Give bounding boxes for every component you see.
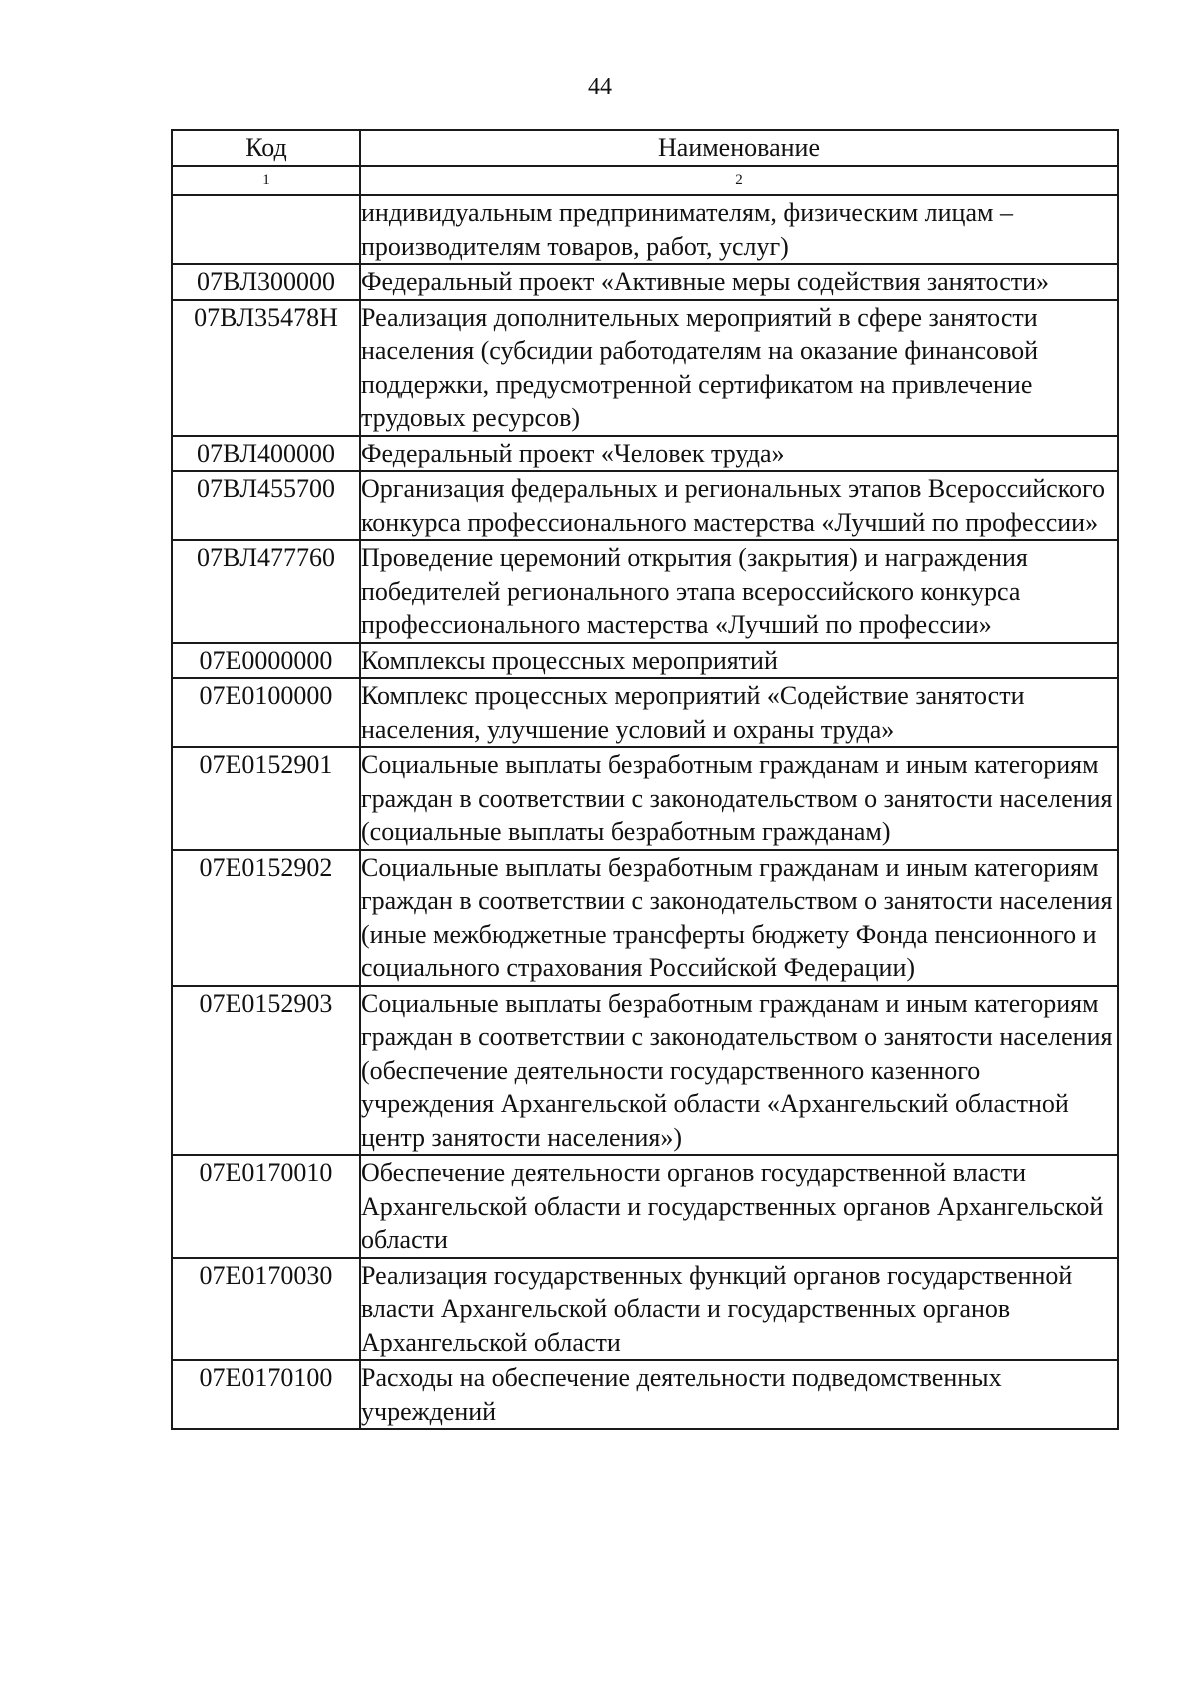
column-number-name: 2 [360,166,1118,195]
row-name: Комплекс процессных мероприятий «Содействие занятости населения, улучшение условий и охраны труда» [360,678,1118,747]
row-name: Федеральный проект «Человек труда» [360,436,1118,472]
row-name: Организация федеральных и региональных этапов Всероссийского конкурса профессионального мастерства «Лучший по профессии» [360,471,1118,540]
row-code: 07ВЛ477760 [172,540,360,643]
header-name: Наименование [360,130,1118,166]
row-code [172,195,360,264]
table-row [172,264,1118,300]
column-number-row [172,166,1118,195]
row-code: 07Е0100000 [172,678,360,747]
row-code: 07Е0170100 [172,1360,360,1429]
row-code: 07ВЛ400000 [172,436,360,472]
table-row [172,747,1118,850]
row-name: Расходы на обеспечение деятельности подведомственных учреждений [360,1360,1118,1429]
row-name: Реализация дополнительных мероприятий в сфере занятости населения (субсидии работодателям на оказание финансовой поддержки, предусмотренной сертификатом на привлечение трудовых ресурсов) [360,300,1118,436]
row-name: Реализация государственных функций органов государственной власти Архангельской области и государственных органов Архангельской области [360,1258,1118,1361]
row-code: 07Е0152902 [172,850,360,986]
table-row [172,1155,1118,1258]
table-row [172,471,1118,540]
row-code: 07ВЛ300000 [172,264,360,300]
table-row [172,300,1118,436]
table-row [172,1360,1118,1429]
row-code: 07Е0170010 [172,1155,360,1258]
row-code: 07ВЛ35478Н [172,300,360,436]
table-row [172,436,1118,472]
budget-codes-table [171,129,1119,1430]
row-name: Обеспечение деятельности органов государственной власти Архангельской области и государственных органов Архангельской области [360,1155,1118,1258]
row-code: 07Е0152901 [172,747,360,850]
row-code: 07Е0170030 [172,1258,360,1361]
row-name: Федеральный проект «Активные меры содействия занятости» [360,264,1118,300]
row-name: Социальные выплаты безработным гражданам и иным категориям граждан в соответствии с законодательством о занятости населения (обеспечение деятельности государственного казенного учреждения Архангельской области «Архангельский областной центр занятости населения») [360,986,1118,1156]
row-code: 07ВЛ455700 [172,471,360,540]
row-name: индивидуальным предпринимателям, физическим лицам – производителям товаров, работ, услуг) [360,195,1118,264]
row-name: Комплексы процессных мероприятий [360,643,1118,679]
header-code: Код [172,130,360,166]
table-row [172,986,1118,1156]
row-code: 07Е0152903 [172,986,360,1156]
table-row [172,643,1118,679]
table-row [172,195,1118,264]
row-name: Социальные выплаты безработным гражданам и иным категориям граждан в соответствии с законодательством о занятости населения (иные межбюджетные трансферты бюджету Фонда пенсионного и социального страхования Российской Федерации) [360,850,1118,986]
row-code: 07Е0000000 [172,643,360,679]
table-row [172,540,1118,643]
table-row [172,678,1118,747]
page-number: 44 [588,74,612,100]
table-row [172,850,1118,986]
row-name: Проведение церемоний открытия (закрытия) и награждения победителей регионального этапа всероссийского конкурса профессионального мастерства «Лучший по профессии» [360,540,1118,643]
table-header-row [172,130,1118,166]
row-name: Социальные выплаты безработным гражданам и иным категориям граждан в соответствии с законодательством о занятости населения (социальные выплаты безработным гражданам) [360,747,1118,850]
column-number-code: 1 [172,166,360,195]
table-row [172,1258,1118,1361]
